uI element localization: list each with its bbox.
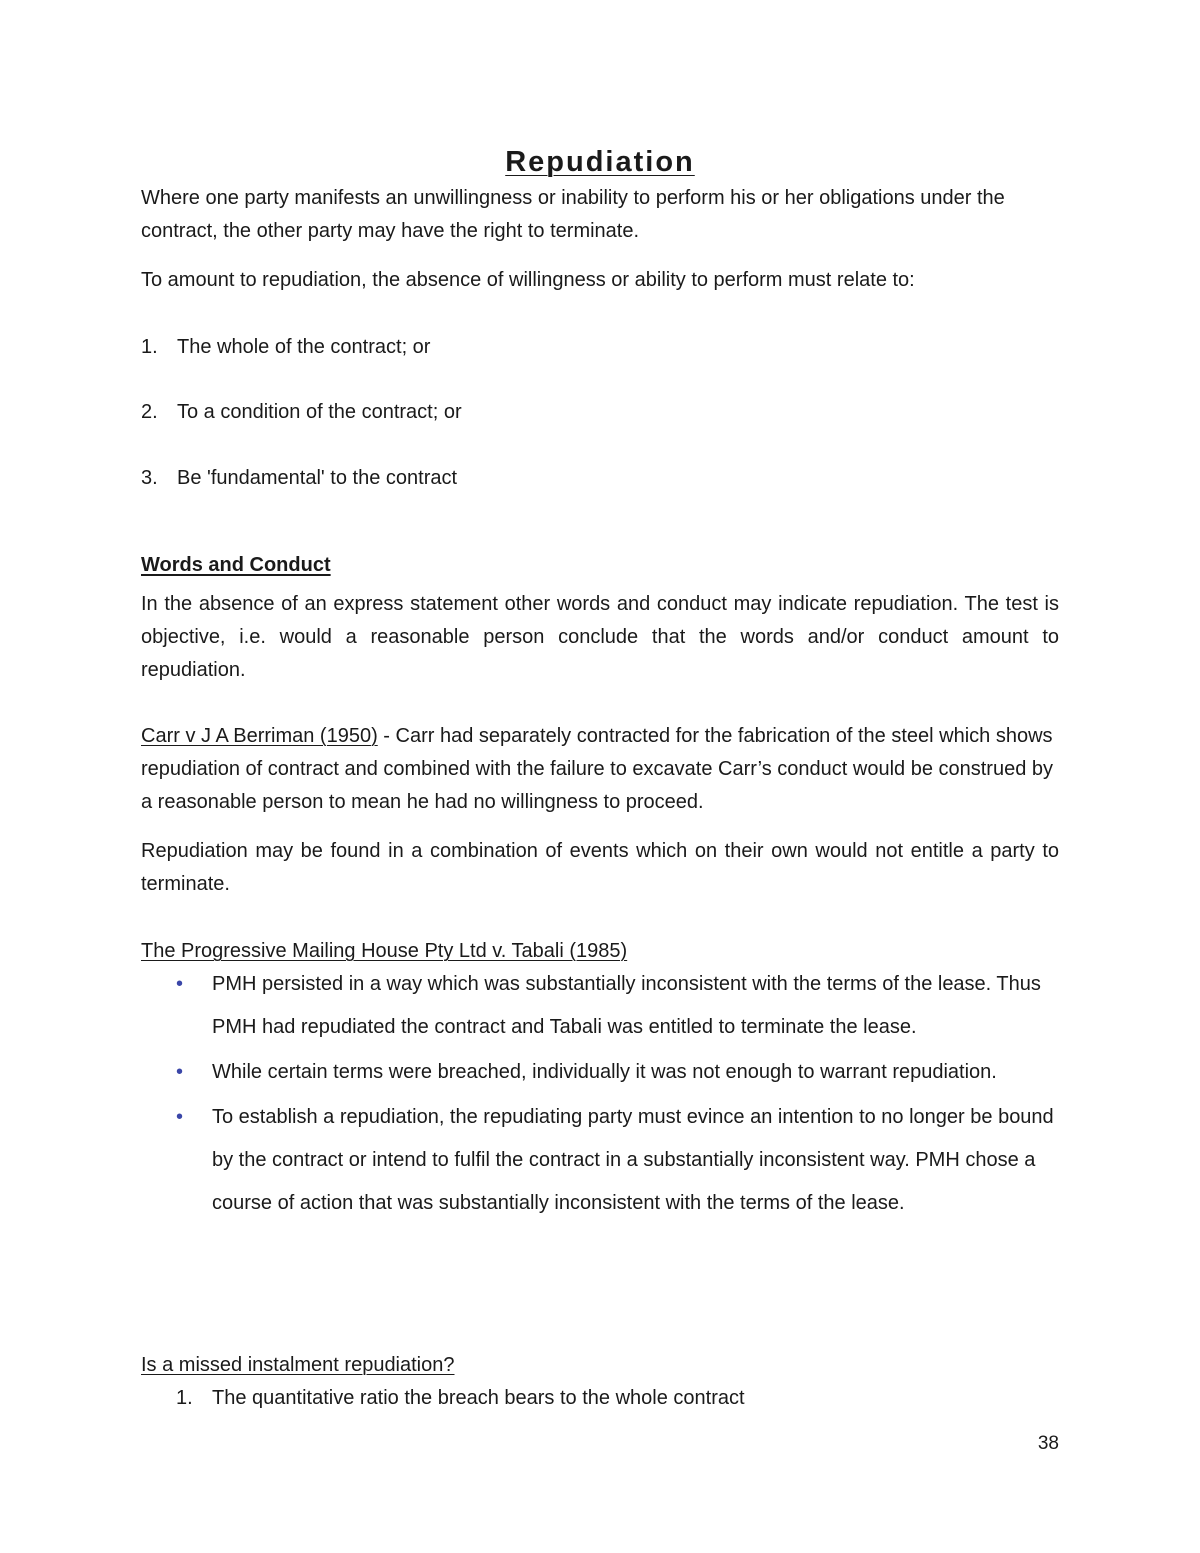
bullet-icon: •: [176, 1106, 184, 1128]
bullet-item: [176, 1051, 1066, 1094]
list-number: 2.: [141, 401, 158, 423]
amount-paragraph: To amount to repudiation, the absence of willingness or ability to perform must relate to:: [141, 269, 915, 291]
section-heading-progressive: The Progressive Mailing House Pty Ltd v. Tabali (1985): [141, 940, 628, 962]
list-item-text: Be 'fundamental' to the contract: [177, 467, 458, 489]
page-number: 38: [1037, 1433, 1059, 1454]
list-item-text: The whole of the contract; or: [177, 336, 431, 358]
progressive-bullet-list: [176, 963, 1066, 1227]
bullet-icon: •: [176, 973, 184, 995]
list-item: [141, 464, 1041, 492]
words-conduct-paragraph: In the absence of an express statement other words and conduct may indicate repudiation. The test is objective, i.e. would a reasonable person conclude that the words and/or conduct amount to repudiation.: [141, 593, 1059, 681]
carr-case-body: - Carr had separately contracted for the fabrication of the steel which shows repudiation of contract and combined with the failure to excavate Carr’s conduct would be construed by a reasonable person to mean he had no willingness to proceed.: [141, 725, 1054, 813]
page-title-text: Repudiation: [505, 146, 695, 178]
bullet-text: PMH persisted in a way which was substantially inconsistent with the terms of the lease. Thus PMH had repudiated the contract and Tabali was entitled to terminate the lease.: [212, 973, 1041, 1038]
intro-paragraph: Where one party manifests an unwillingness or inability to perform his or her obligations under the contract, the other party may have the right to terminate.: [141, 187, 1005, 242]
bullet-text: While certain terms were breached, individually it was not enough to warrant repudiation.: [212, 1061, 997, 1083]
carr-case-paragraph: [141, 720, 1059, 819]
bullet-text: To establish a repudiation, the repudiating party must evince an intention to no longer be bound by the contract or intend to fulfil the contract in a substantially inconsistent way. PMH chose a course of action that was substantially inconsistent with the terms of the lease.: [212, 1106, 1054, 1214]
bullet-item: [176, 1096, 1066, 1225]
bullet-icon: •: [176, 1061, 184, 1083]
list-item: [141, 398, 1041, 426]
combination-paragraph: Repudiation may be found in a combination of events which on their own would not entitle a party to terminate.: [141, 840, 1059, 895]
section-heading-words-conduct: Words and Conduct: [141, 554, 331, 576]
list-item-text: To a condition of the contract; or: [177, 401, 462, 423]
page-title: [0, 143, 1200, 181]
carr-case-name: Carr v J A Berriman (1950): [141, 725, 378, 747]
list-number: 1.: [141, 336, 158, 358]
list-item: [141, 333, 1041, 361]
list-number: 1.: [176, 1387, 193, 1409]
section-heading-instalment: Is a missed instalment repudiation?: [141, 1354, 455, 1376]
list-item: [176, 1384, 1076, 1412]
bullet-item: [176, 963, 1066, 1049]
list-item-text: The quantitative ratio the breach bears to the whole contract: [212, 1387, 745, 1409]
list-number: 3.: [141, 467, 158, 489]
